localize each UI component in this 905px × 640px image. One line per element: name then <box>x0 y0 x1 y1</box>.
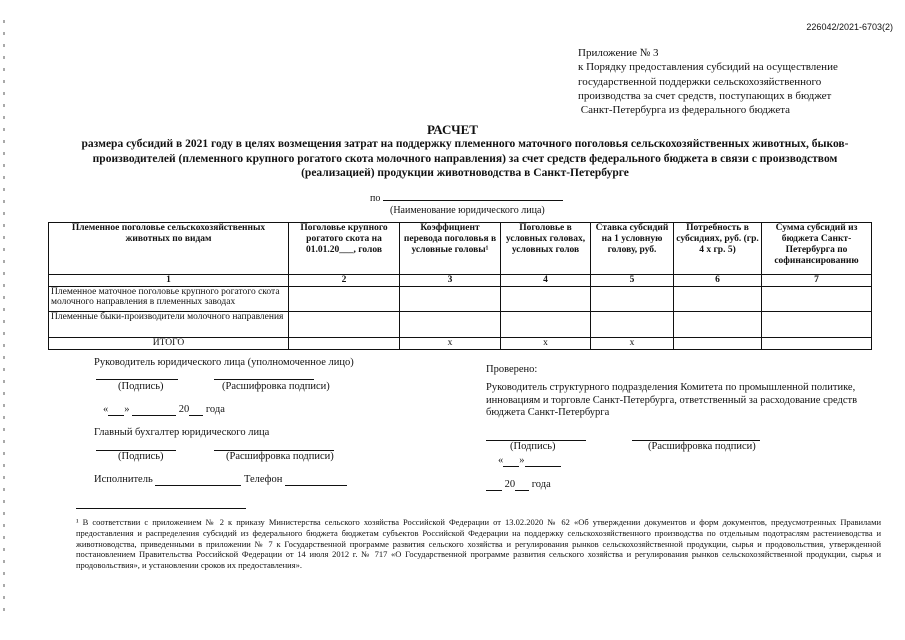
date-day-field[interactable] <box>108 404 124 416</box>
table-cell[interactable] <box>289 338 400 350</box>
total-row <box>49 338 872 350</box>
left-sign-line[interactable] <box>96 378 178 380</box>
total-label: ИТОГО <box>49 338 289 350</box>
date-year: 20 <box>504 479 516 490</box>
table-header-cell: Поголовье в условных головах, условных голов <box>501 223 591 275</box>
accountant-sign-caption: (Подпись) <box>118 451 164 462</box>
date-suffix: года <box>531 479 551 490</box>
table-row <box>49 312 872 338</box>
date-quote-open: « <box>103 404 109 415</box>
column-number: 1 <box>49 275 289 287</box>
document-subtitle: размера субсидий в 2021 году в целях возмещения затрат на поддержку племенного маточного поголовья сельскохозяйственных животных, быков-производителей (племенного крупного рогатого скота молочного направления) за счет средств федерального бюджета в связи с производством (реализацией) продукции животноводства в Санкт-Петербурге <box>81 138 849 179</box>
table-cell[interactable] <box>591 312 674 338</box>
phone-field[interactable] <box>285 474 347 486</box>
executor-field[interactable] <box>155 474 241 486</box>
legal-entity-field[interactable] <box>383 191 563 201</box>
table-cell[interactable] <box>674 338 762 350</box>
date-year: 20 <box>178 404 190 415</box>
date-prefix-field[interactable] <box>486 479 502 491</box>
table-cell[interactable] <box>289 287 400 312</box>
table-cell[interactable] <box>400 312 501 338</box>
subsidy-table <box>48 222 872 350</box>
date-year-field[interactable] <box>189 404 203 416</box>
column-number: 7 <box>762 275 872 287</box>
table-cell[interactable] <box>674 312 762 338</box>
date-quote-close: » <box>519 455 525 466</box>
date-month-field[interactable] <box>525 455 561 467</box>
document-id: 226042/2021-6703(2) <box>806 22 893 32</box>
table-row <box>49 287 872 312</box>
left-decode-caption: (Расшифровка подписи) <box>222 381 330 392</box>
legal-entity-line <box>370 191 563 204</box>
date-suffix: года <box>205 404 225 415</box>
right-date-year <box>486 479 551 491</box>
row-label: Племенные быки-производители молочного направления <box>49 312 289 338</box>
document-title: РАСЧЕТ <box>427 122 478 137</box>
table-cell[interactable] <box>674 287 762 312</box>
column-number-row <box>49 275 872 287</box>
column-number: 2 <box>289 275 400 287</box>
po-label: по <box>370 193 381 204</box>
date-day-field[interactable] <box>503 455 519 467</box>
table-cell[interactable] <box>762 287 872 312</box>
table-cell[interactable] <box>400 287 501 312</box>
accountant-decode-caption: (Расшифровка подписи) <box>226 451 334 462</box>
table-header-cell: Племенное поголовье сельскохозяйственных животных по видам <box>49 223 289 275</box>
table-header-cell: Потребность в субсидиях, руб. (гр. 4 х гр. 5) <box>674 223 762 275</box>
table-header-cell: Коэффициент перевода поголовья в условные головы¹ <box>400 223 501 275</box>
left-decode-line[interactable] <box>214 378 314 380</box>
chief-accountant-title: Главный бухгалтер юридического лица <box>94 427 270 438</box>
table-cell[interactable] <box>501 312 591 338</box>
right-decode-caption: (Расшифровка подписи) <box>648 441 756 452</box>
table-cell: х <box>400 338 501 350</box>
date-year-field[interactable] <box>515 479 529 491</box>
appendix-line: Санкт-Петербурга из федерального бюджета <box>578 104 791 117</box>
appendix-block <box>578 46 878 117</box>
footnote: ¹ В соответствии с приложением № 2 к приказу Министерства сельского хозяйства Российской Федерации от 13.02.2020 № 62 «Об утверждении документов и форм документов, предусмотренных Правилами предоставления и распределения субсидий из федерального бюджета бюджетам субъектов Российской Федерации на поддержку сельскохозяйственного производства по отдельным подотраслям растениеводства и животноводства, приведенными в приложении № 7 к Государственной программе развития сельского хозяйства и регулирования рынков сельскохозяйственной продукции, сырья и продовольствия, утвержденной постановлением Правительства Российской Федерации от 14 июля 2012 г. № 717 «О Государственной программе развития сельского хозяйства и регулирования рынков сельскохозяйственной продукции, сырья и продовольствия», и установлении сроков их предоставления». <box>76 517 881 571</box>
date-quote-open: « <box>498 455 504 466</box>
scan-edge-marks <box>2 0 8 640</box>
table-header-cell: Сумма субсидий из бюджета Санкт-Петербурга по софинансированию <box>762 223 872 275</box>
column-number: 4 <box>501 275 591 287</box>
left-sign-caption: (Подпись) <box>118 381 164 392</box>
column-number: 3 <box>400 275 501 287</box>
date-month-field[interactable] <box>132 404 176 416</box>
appendix-line: Приложение № 3 <box>578 47 659 59</box>
left-head-title: Руководитель юридического лица (уполномоченное лицо) <box>94 357 354 368</box>
row-label: Племенное маточное поголовье крупного рогатого скота молочного направления в племенных заводах <box>49 287 289 312</box>
executor-line <box>94 474 347 486</box>
table-cell[interactable] <box>591 287 674 312</box>
phone-label: Телефон <box>243 474 283 485</box>
column-number: 6 <box>674 275 762 287</box>
legal-entity-caption: (Наименование юридического лица) <box>390 205 545 216</box>
appendix-line: государственной поддержки сельскохозяйственного <box>578 75 822 88</box>
appendix-line: к Порядку предоставления субсидий на осуществление <box>578 61 838 74</box>
table-cell: х <box>501 338 591 350</box>
table-header-row <box>49 223 872 275</box>
footnote-separator <box>76 508 246 509</box>
table-header-cell: Ставка субсидий на 1 условную голову, руб. <box>591 223 674 275</box>
right-sign-caption: (Подпись) <box>510 441 556 452</box>
column-number: 5 <box>591 275 674 287</box>
table-cell[interactable] <box>289 312 400 338</box>
right-date-day <box>498 455 561 467</box>
committee-head-title: Руководитель структурного подразделения Комитета по промышленной политике, инновациям и торговле Санкт-Петербурга, ответственный за расходование средств бюджета Санкт-Петербурга <box>486 382 858 418</box>
table-header-cell: Поголовье крупного рогатого скота на 01.01.20___, голов <box>289 223 400 275</box>
table-cell[interactable] <box>501 287 591 312</box>
date-quote-close: » <box>124 404 130 415</box>
appendix-line: производства за счет средств, поступающих в бюджет <box>578 89 832 102</box>
left-date <box>103 404 225 416</box>
checked-label: Проверено: <box>486 364 538 375</box>
table-cell[interactable] <box>762 338 872 350</box>
executor-label: Исполнитель <box>94 474 153 485</box>
table-cell: х <box>591 338 674 350</box>
table-cell[interactable] <box>762 312 872 338</box>
